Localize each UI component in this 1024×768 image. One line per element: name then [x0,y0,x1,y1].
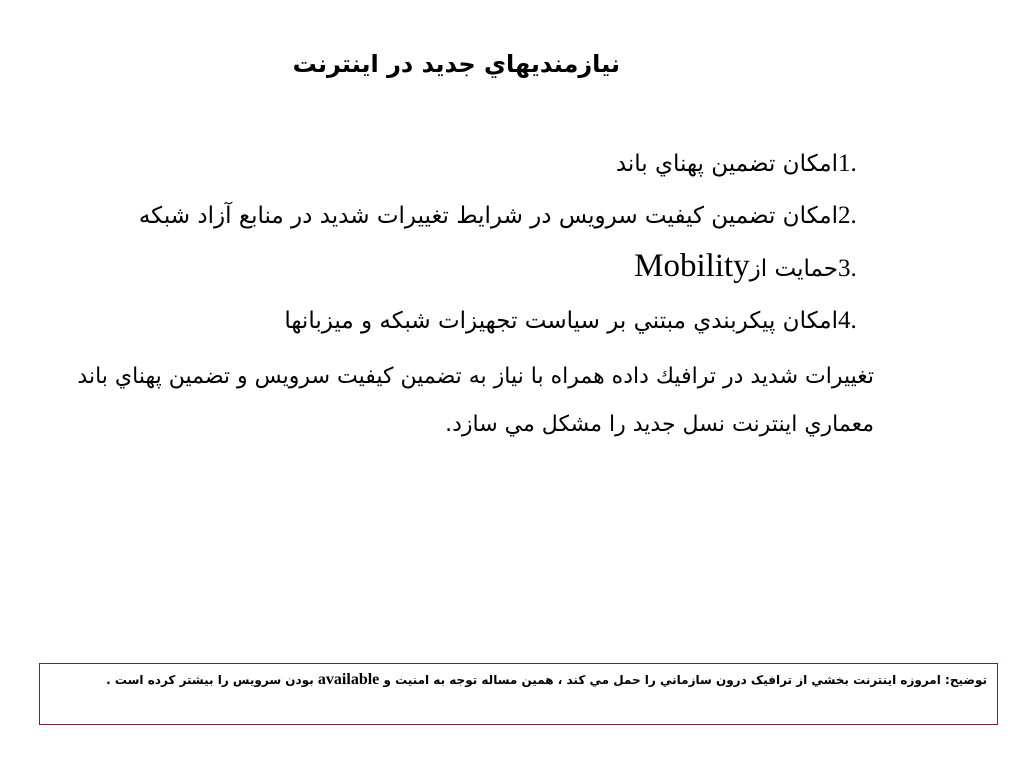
note-box [39,663,998,725]
note-text-end: بودن سرويس را بيشتر کرده است . [106,673,314,687]
note-text-start: توضيح: امروزه اينترنت بخشي از ترافيک درون سازماني را حمل مي کند ، همين مساله توجه به امنيت و [383,673,987,687]
list-item-number: 2. [838,202,857,229]
list-item-text [12,244,838,293]
list-item [12,192,874,240]
list-item-number: 3. [838,255,857,282]
list-item [12,244,874,293]
list-item [12,297,874,345]
list-item [12,140,874,188]
note-latin-term: available [317,671,380,688]
list-item-text: امکان تضمين کيفيت سرويس در شرايط تغييرات شديد در منابع آزاد شبکه [138,203,838,229]
mobility-term: Mobility [634,248,750,284]
slide-title: نيازمنديهاي جديد در اينترنت [292,50,620,78]
list-item-text: امکان تضمين پهناي باند [615,151,838,177]
list-item-number: 4. [838,307,857,334]
list-item-number: 1. [838,150,857,177]
list-item-text: امکان پيکربندي مبتني بر سياست تجهيزات شبکه و ميزبانها [284,308,838,334]
slide-content [12,140,874,449]
list-item-text-persian: حمايت از [749,256,838,282]
summary-paragraph: تغييرات شديد در ترافيك داده همراه با نياز به تضمين كيفيت سرويس و تضمين پهناي باند معماري اينترنت نسل جديد را مشكل مي سازد. [77,364,874,437]
